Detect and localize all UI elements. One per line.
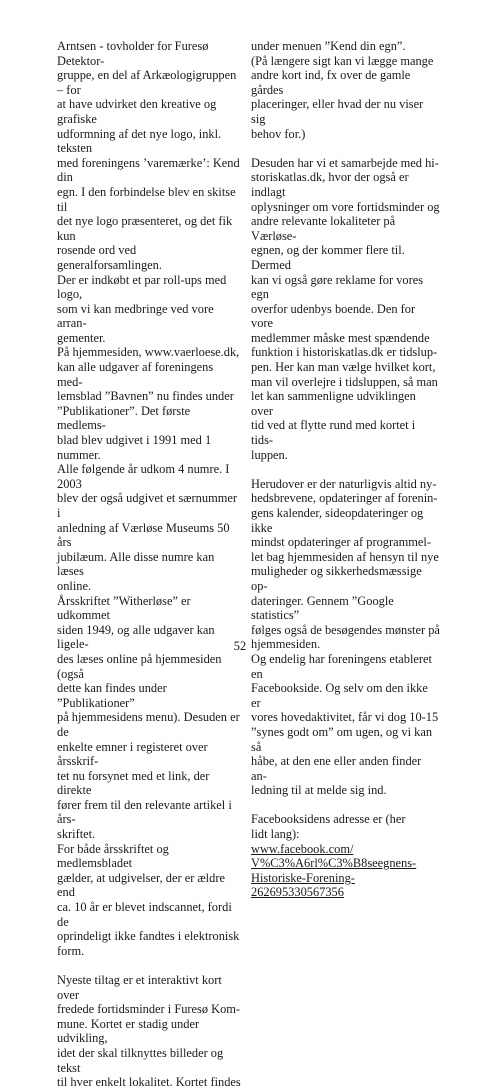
- paragraph-historiskatlas: Desuden har vi et samarbejde med hi- storiskatlas.dk, hvor der også er indlagt oplysninger om vore fortidsminder og andre relevante lokaliteter på Værløse- egnen, og der kommer flere til. Dermed kan vi også gøre reklame for vores egn overfor udenbys boende. Den for vore medlemmer måske mest spændende funktion i historiskatlas.dk er tidslup- pen. Her kan man vælge hvilket kort, man vil overlejre i tidsluppen, så man let kan sammenligne udviklingen over tid ved at flytte rund med kortet i tids- luppen.: [251, 155, 440, 462]
- right-column: [251, 39, 440, 900]
- paragraph-bavnen: På hjemmesiden, www.vaerloese.dk, kan alle udgaver af foreningens med- lemsblad ”Bavnen” nu findes under ”Publikationer”. Det første medlems- blad blev udgivet i 1991 med 1 nummer. Alle følgende år udkom 4 numre. I 2003 blev der også udgivet et særnummer i anledning af Værløse Museums 50 års jubilæum. Alle disse numre kan læses online.: [57, 345, 240, 593]
- paragraph-gap: [251, 141, 440, 156]
- paragraph-gap: [251, 798, 440, 813]
- paragraph-gap: [251, 462, 440, 477]
- paragraph-logo: Arntsen - tovholder for Furesø Detektor- gruppe, en del af Arkæologigruppen – for at have udvirket den kreative og grafiske udformning af det nye logo, inkl. teksten med foreningens ’varemærke’: Kend din egn. I den forbindelse blev en skitse til det nye logo præsenteret, og det fik kun rosende ord ved generalforsamlingen. Der er indkøbt et par roll-ups med logo, som vi kan medbringe ved vore arran- gementer.: [57, 39, 240, 345]
- paragraph-witherloese: Årsskriftet ”Witherløse” er udkommet siden 1949, og alle udgaver kan ligele- des læses online på hjemmesiden (også dette kan findes under ”Publikationer” på hjemmesidens menu). Desuden er de enkelte emner i registeret over årsskrif- tet nu forsynet med et link, der direkte fører frem til den relevante artikel i års- skriftet.: [57, 593, 240, 842]
- left-column: [57, 39, 241, 1090]
- page-number: 52: [233, 639, 247, 653]
- paragraph-facebook: Og endelig har foreningens etableret en Facebookside. Og selv om den ikke er vores hovedaktivitet, får vi dog 10-15 ”synes godt om” om ugen, og vi kan så håbe, at den ene eller anden finder an- ledning til at melde sig ind.: [251, 651, 439, 798]
- paragraph-facebook-address: Facebooksidens adresse er (her lidt lang):: [251, 812, 406, 842]
- paragraph-kend-din-egn: under menuen ”Kend din egn”. (På længere sigt kan vi lægge mange andre kort ind, fx over de gamle gårdes placeringer, eller hvad der nu viser sig behov for.): [251, 39, 434, 141]
- paragraph-newsletters: Herudover er der naturligvis altid ny- hedsbrevene, opdateringer af forenin- gens kalender, sideopdateringer og ikke mindst opdateringer af programmel- let bag hjemmesiden af hensyn til nye muligheder og sikkerhedsmæssige op- dateringer. Gennem ”Google statistics” følges også de besøgendes mønster på hjemmesiden.: [251, 476, 440, 652]
- paragraph-gap: [57, 958, 241, 973]
- paragraph-scanning: For både årsskriftet og medlemsbladet gælder, at udgivelser, der er ældre end ca. 10 år er blevet indscannet, fordi de oprindeligt ikke fandtes i elektronisk form.: [57, 841, 240, 958]
- facebook-link[interactable]: www.facebook.com/ V%C3%A6rl%C3%B8seegnens- Historiske-Forening-262695330567356: [251, 841, 417, 900]
- paragraph-interactive-map: Nyeste tiltag er et interaktivt kort over fredede fortidsminder i Furesø Kom- mune. Kortet er stadig under udvikling, idet der skal tilknyttes billeder og tekst til hver enkelt lokalitet. Kortet findes: [57, 973, 241, 1090]
